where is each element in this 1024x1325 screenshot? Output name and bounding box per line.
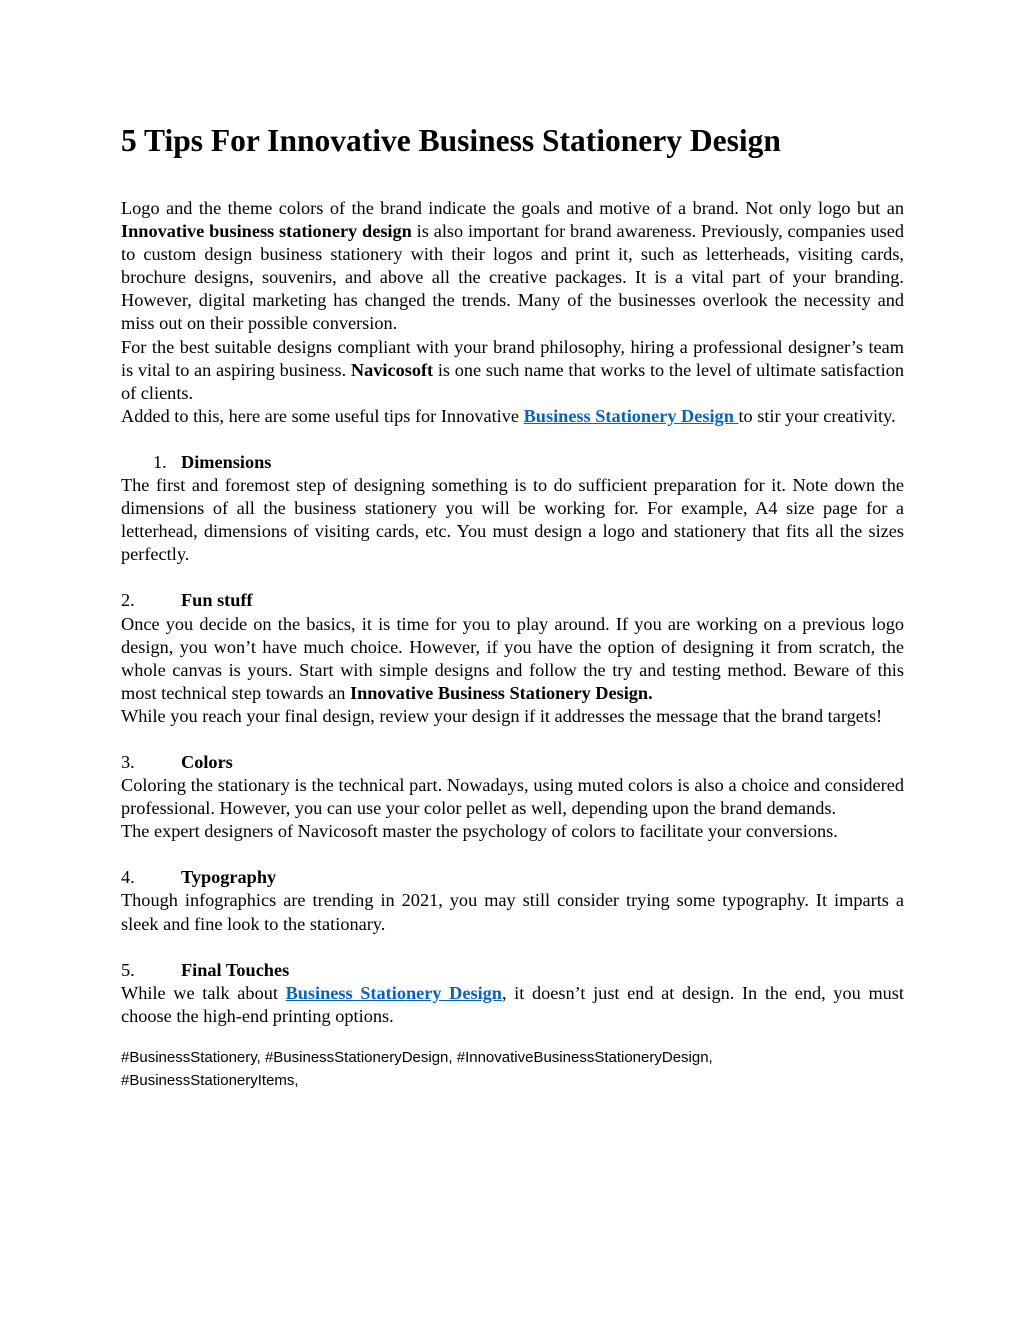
intro-text: For the best suitable designs compliant with your brand philosophy, hiring a professional designer’s team is vital to an aspiring business. (121, 336, 904, 380)
intro-text: is one such name that works to the level of ultimate satisfaction of clients. (121, 359, 904, 403)
section-heading (121, 866, 904, 889)
intro-text: Logo and the theme colors of the brand indicate the goals and motive of a brand. Not only logo but an (121, 198, 904, 218)
section-number: 1. (153, 451, 167, 472)
section-body (121, 982, 904, 1028)
page-title: 5 Tips For Innovative Business Stationery Design (121, 123, 781, 158)
section-title: Final Touches (181, 959, 290, 980)
intro-paragraph-3 (121, 405, 904, 428)
section-number: 2. (121, 590, 135, 611)
intro-bold-text: Innovative business stationery design (121, 221, 412, 242)
hashtag-line: #BusinessStationeryItems, (121, 1071, 299, 1089)
section-colors (121, 751, 904, 843)
intro-text: Added to this, here are some useful tips for Innovative (121, 405, 524, 426)
section-fun-stuff (121, 589, 904, 728)
section-heading (121, 959, 904, 982)
intro-paragraph-2 (121, 336, 904, 405)
section-body (121, 613, 904, 705)
business-stationery-design-link[interactable]: Business Stationery Design (285, 982, 502, 1003)
section-dimensions (121, 451, 904, 566)
section-text: Once you decide on the basics, it is time for you to play around. If you are working on a previous logo design, you won’t have much choice. However, if you have the option of designing it from scratch, the whole canvas is yours. Start with simple designs and follow the try and testing method. Beware of this most technical step towards an (121, 613, 904, 703)
section-number: 4. (121, 867, 135, 888)
intro-paragraph-1 (121, 197, 904, 336)
section-title: Typography (181, 867, 277, 888)
section-text: While we talk about (121, 982, 286, 1003)
section-bold-text: Innovative Business Stationery Design. (349, 682, 653, 703)
hashtags (121, 1046, 904, 1092)
section-heading (121, 751, 904, 774)
section-body: Though infographics are trending in 2021, you may still consider trying some typography. It imparts a sleek and fine look to the stationary. (121, 890, 904, 934)
section-heading (121, 589, 904, 612)
section-typography (121, 866, 904, 935)
intro-text: to stir your creativity. (738, 405, 896, 426)
section-body: The first and foremost step of designing something is to do sufficient preparation for it. Note down the dimensions of all the business stationery you will be working for. For example, A4 size page for a letterhead, dimensions of visiting cards, etc. You must design a logo and stationery that fits all the sizes perfectly. (121, 475, 904, 565)
section-title: Colors (181, 751, 233, 772)
section-final-touches (121, 959, 904, 1028)
business-stationery-design-link[interactable]: Business Stationery Design (523, 405, 739, 426)
hashtag-line: #BusinessStationery, #BusinessStationeryDesign, #InnovativeBusinessStationeryDesign, (121, 1048, 713, 1066)
section-body: Coloring the stationary is the technical part. Nowadays, using muted colors is also a choice and considered professional. However, you can use your color pellet as well, depending upon the brand demands. (121, 775, 904, 819)
section-text: , it doesn’t just end at design. In the end, you must choose the high-end printing options. (121, 982, 905, 1026)
intro-text: is also important for brand awareness. Previously, companies used to custom design business stationery with their logos and print it, such as letterheads, visiting cards, brochure designs, souvenirs, and above all the creative packages. It is a vital part of your branding. However, digital marketing has changed the trends. Many of the businesses overlook the necessity and miss out on their possible conversion. (121, 221, 904, 334)
section-title: Fun stuff (181, 590, 253, 611)
section-body: The expert designers of Navicosoft master the psychology of colors to facilitate your conversions. (121, 821, 838, 842)
section-title: Dimensions (181, 451, 272, 472)
section-body: While you reach your final design, review your design if it addresses the message that the brand targets! (121, 705, 883, 726)
section-number: 5. (121, 959, 135, 980)
intro-bold-text: Navicosoft (350, 359, 434, 380)
section-heading (121, 451, 904, 474)
document-page (121, 118, 904, 1092)
section-number: 3. (121, 751, 135, 772)
